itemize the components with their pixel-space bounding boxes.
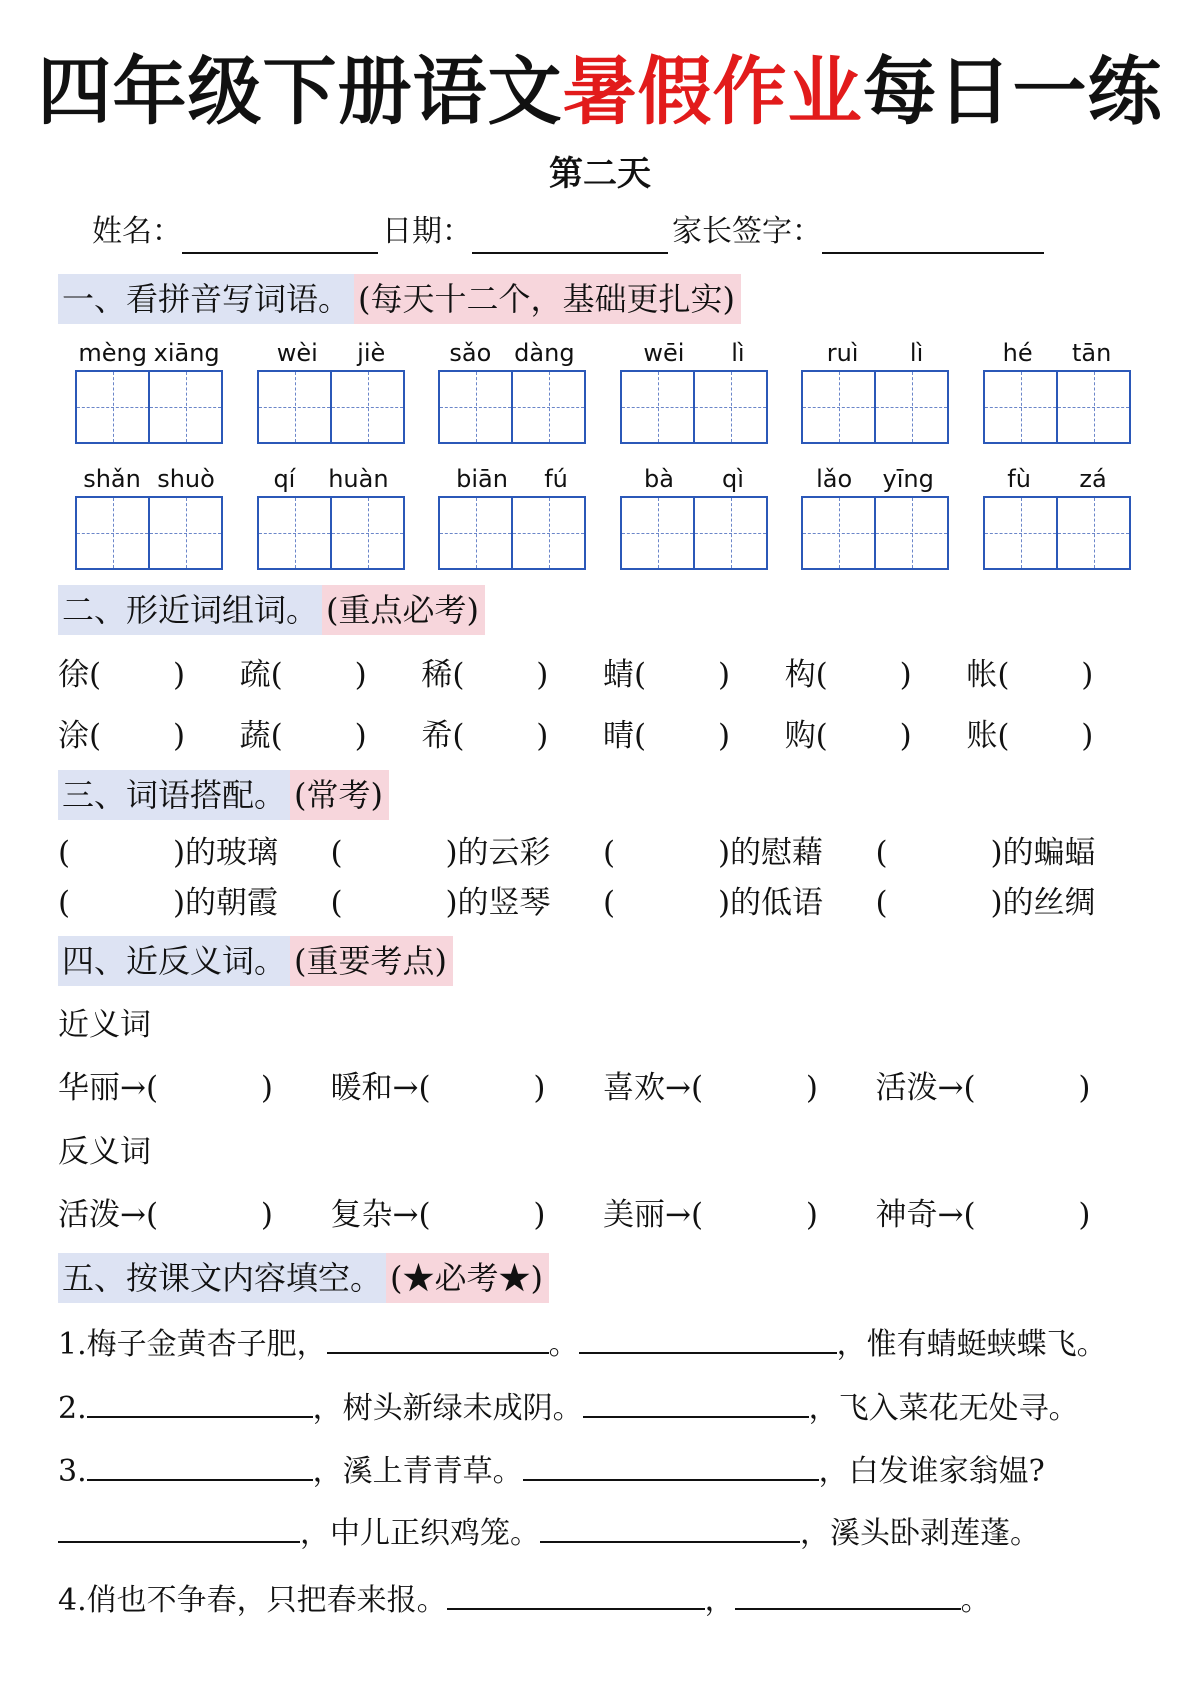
fill-text: 。 [548,1327,579,1362]
fill-blank[interactable] [87,1445,313,1481]
fill-text: ，白发谁家翁媪? [818,1454,1045,1489]
fill-text: 。 [960,1583,991,1618]
day-label: 第二天 [549,154,651,194]
match-item[interactable]: ( )的朝霞 [58,885,279,921]
date-label: 日期： [382,214,472,249]
pinyin-label [257,336,405,370]
writing-cell[interactable] [77,372,150,442]
pinyin-word [75,462,223,570]
title-highlight: 暑假作业 [562,49,863,135]
pinyin-syllable: dàng [514,339,575,367]
writing-boxes[interactable] [257,370,405,444]
name-blank[interactable] [182,220,378,254]
writing-boxes[interactable] [257,496,405,570]
fill-line-1 [58,1318,1107,1368]
writing-cell[interactable] [440,372,513,442]
similar-item[interactable]: 稀( ) [421,657,549,693]
pinyin-word [983,336,1131,444]
pinyin-syllable: qì [722,465,744,493]
pinyin-syllable: mèng [78,339,147,367]
writing-boxes[interactable] [438,370,586,444]
pinyin-word [75,336,223,444]
writing-cell[interactable] [622,498,695,568]
writing-boxes[interactable] [983,370,1131,444]
pinyin-syllable: lǎo [816,465,853,493]
writing-cell[interactable] [803,372,876,442]
match-row-1 [58,830,1148,876]
similar-item[interactable]: 徐( ) [58,657,186,693]
similar-item[interactable]: 希( ) [421,718,549,754]
match-item[interactable]: ( )的丝绸 [875,885,1096,921]
title-part1: 四年级下册语文 [37,49,563,135]
pinyin-label [75,336,223,370]
pinyin-syllable: wèi [276,339,318,367]
section-4-note: (重要考点) [290,936,453,986]
antonym-item[interactable]: 活泼→( ) [58,1197,274,1233]
pinyin-label [438,336,586,370]
synonym-item[interactable]: 活泼→( ) [875,1070,1091,1106]
writing-cell[interactable] [695,498,766,568]
writing-cell[interactable] [332,498,403,568]
match-item[interactable]: ( )的竖琴 [330,885,551,921]
writing-cell[interactable] [876,372,947,442]
writing-cell[interactable] [803,498,876,568]
fill-text: 2. [58,1391,87,1426]
writing-cell[interactable] [513,498,584,568]
writing-cell[interactable] [1058,372,1129,442]
writing-cell[interactable] [150,372,221,442]
match-item[interactable]: ( )的云彩 [330,835,551,871]
pinyin-label [75,462,223,496]
pinyin-label [801,462,949,496]
fill-text: ， [704,1583,735,1618]
pinyin-syllable: shǎn [83,465,141,493]
section-3-title: 三、词语搭配。 [58,770,290,820]
writing-cell[interactable] [985,372,1058,442]
section-5-heading [58,1253,549,1303]
fill-text: ，飞入菜花无处寻。 [808,1391,1079,1426]
match-item[interactable]: ( )的低语 [603,885,824,921]
section-5-title: 五、按课文内容填空。 [58,1253,386,1303]
pinyin-label [983,336,1131,370]
title-part2: 每日一练 [862,49,1163,135]
synonym-item[interactable]: 华丽→( ) [58,1070,274,1106]
section-2-title: 二、形近词组词。 [58,585,322,635]
synonyms-label: 近义词 [58,1007,151,1043]
synonym-item[interactable]: 喜欢→( ) [603,1070,819,1106]
fill-text: ，中儿正织鸡笼。 [300,1516,540,1551]
fill-blank[interactable] [583,1382,809,1418]
fill-text: 4.俏也不争春，只把春来报。 [58,1583,447,1618]
pinyin-syllable: bà [644,465,674,493]
writing-cell[interactable] [985,498,1058,568]
section-3-note: (常考) [290,770,389,820]
pinyin-word [438,462,586,570]
writing-boxes[interactable] [75,496,223,570]
section-1-title: 一、看拼音写词语。 [58,274,354,324]
pinyin-label [801,336,949,370]
fill-text: ，溪头卧剥莲蓬。 [800,1516,1040,1551]
writing-cell[interactable] [259,498,332,568]
name-label: 姓名： [92,214,182,249]
pinyin-label [983,462,1131,496]
writing-cell[interactable] [622,372,695,442]
pinyin-syllable: tān [1072,339,1112,367]
fill-blank[interactable] [58,1507,300,1543]
fill-blank[interactable] [327,1318,549,1354]
similar-item[interactable]: 蔬( ) [239,718,367,754]
similar-item[interactable]: 疏( ) [239,657,367,693]
fill-line-4 [58,1507,1040,1557]
pinyin-syllable: shuò [157,465,215,493]
pinyin-word [620,462,768,570]
antonym-item[interactable]: 复杂→( ) [330,1197,546,1233]
pinyin-syllable: yīng [882,465,934,493]
pinyin-syllable: sǎo [449,339,492,367]
writing-boxes[interactable] [620,370,768,444]
match-item[interactable]: ( )的慰藉 [603,835,824,871]
fill-blank[interactable] [87,1382,313,1418]
fill-text: ，惟有蜻蜓蛱蝶飞。 [836,1327,1107,1362]
info-fields [92,210,1048,254]
fill-blank[interactable] [735,1574,961,1610]
section-3-heading [58,770,389,820]
pinyin-syllable: qí [273,465,296,493]
section-2-heading [58,585,485,635]
pinyin-syllable: zá [1079,465,1107,493]
match-item[interactable]: ( )的玻璃 [58,835,279,871]
pinyin-syllable: huàn [328,465,389,493]
fill-blank[interactable] [523,1445,819,1481]
pinyin-label [620,462,768,496]
writing-boxes[interactable] [801,496,949,570]
similar-row-1 [58,652,1148,698]
section-5-note: (★必考★) [386,1253,549,1303]
pinyin-word [801,462,949,570]
antonym-item[interactable]: 美丽→( ) [603,1197,819,1233]
fill-line-5 [58,1574,991,1624]
fill-text: ，溪上青青草。 [312,1454,523,1489]
pinyin-label [257,462,405,496]
section-4-heading [58,936,453,986]
section-1-note: (每天十二个，基础更扎实) [354,274,741,324]
section-2-note: (重点必考) [322,585,485,635]
pinyin-syllable: fù [1007,465,1031,493]
fill-line-3 [58,1445,1045,1495]
pinyin-word [801,336,949,444]
fill-text: 1.梅子金黄杏子肥， [58,1327,327,1362]
pinyin-word [257,462,405,570]
synonyms-row [58,1065,1148,1111]
writing-cell[interactable] [259,372,332,442]
section-4-title: 四、近反义词。 [58,936,290,986]
date-blank[interactable] [472,220,668,254]
writing-cell[interactable] [440,498,513,568]
antonym-item[interactable]: 神奇→( ) [875,1197,1091,1233]
fill-blank[interactable] [540,1507,800,1543]
match-item[interactable]: ( )的蝙蝠 [875,835,1096,871]
page-title [0,44,1200,140]
similar-item[interactable]: 蜻( ) [603,657,731,693]
writing-boxes[interactable] [801,370,949,444]
writing-boxes[interactable] [438,496,586,570]
similar-row-2 [58,713,1148,759]
pinyin-label [620,336,768,370]
pinyin-syllable: wēi [643,339,685,367]
similar-item[interactable]: 晴( ) [603,718,731,754]
pinyin-syllable: lì [909,339,924,367]
fill-blank[interactable] [447,1574,705,1610]
writing-boxes[interactable] [75,370,223,444]
pinyin-syllable: hé [1002,339,1033,367]
synonym-item[interactable]: 暖和→( ) [330,1070,546,1106]
pinyin-syllable: biān [456,465,508,493]
pinyin-syllable: fú [544,465,568,493]
fill-line-2 [58,1382,1079,1432]
writing-cell[interactable] [695,372,766,442]
parent-sign-blank[interactable] [822,220,1044,254]
pinyin-label [438,462,586,496]
writing-cell[interactable] [332,372,403,442]
pinyin-word [983,462,1131,570]
writing-boxes[interactable] [620,496,768,570]
writing-cell[interactable] [513,372,584,442]
similar-item[interactable]: 购( ) [784,718,912,754]
similar-item[interactable]: 账( ) [966,718,1094,754]
match-row-2 [58,880,1148,926]
pinyin-word [257,336,405,444]
antonyms-label: 反义词 [58,1134,151,1170]
pinyin-word [620,336,768,444]
writing-cell[interactable] [876,498,947,568]
similar-item[interactable]: 帐( ) [966,657,1094,693]
fill-blank[interactable] [579,1318,837,1354]
fill-text: 3. [58,1454,87,1489]
writing-cell[interactable] [77,498,150,568]
similar-item[interactable]: 构( ) [784,657,912,693]
similar-item[interactable]: 涂( ) [58,718,186,754]
writing-cell[interactable] [150,498,221,568]
pinyin-syllable: jiè [357,339,386,367]
parent-sign-label: 家长签字： [672,214,822,249]
pinyin-syllable: xiāng [153,339,220,367]
pinyin-word [438,336,586,444]
writing-cell[interactable] [1058,498,1129,568]
pinyin-syllable: ruì [826,339,859,367]
antonyms-row [58,1192,1148,1238]
pinyin-syllable: lì [731,339,745,367]
writing-boxes[interactable] [983,496,1131,570]
section-1-heading [58,274,741,324]
fill-text: ，树头新绿未成阴。 [312,1391,583,1426]
